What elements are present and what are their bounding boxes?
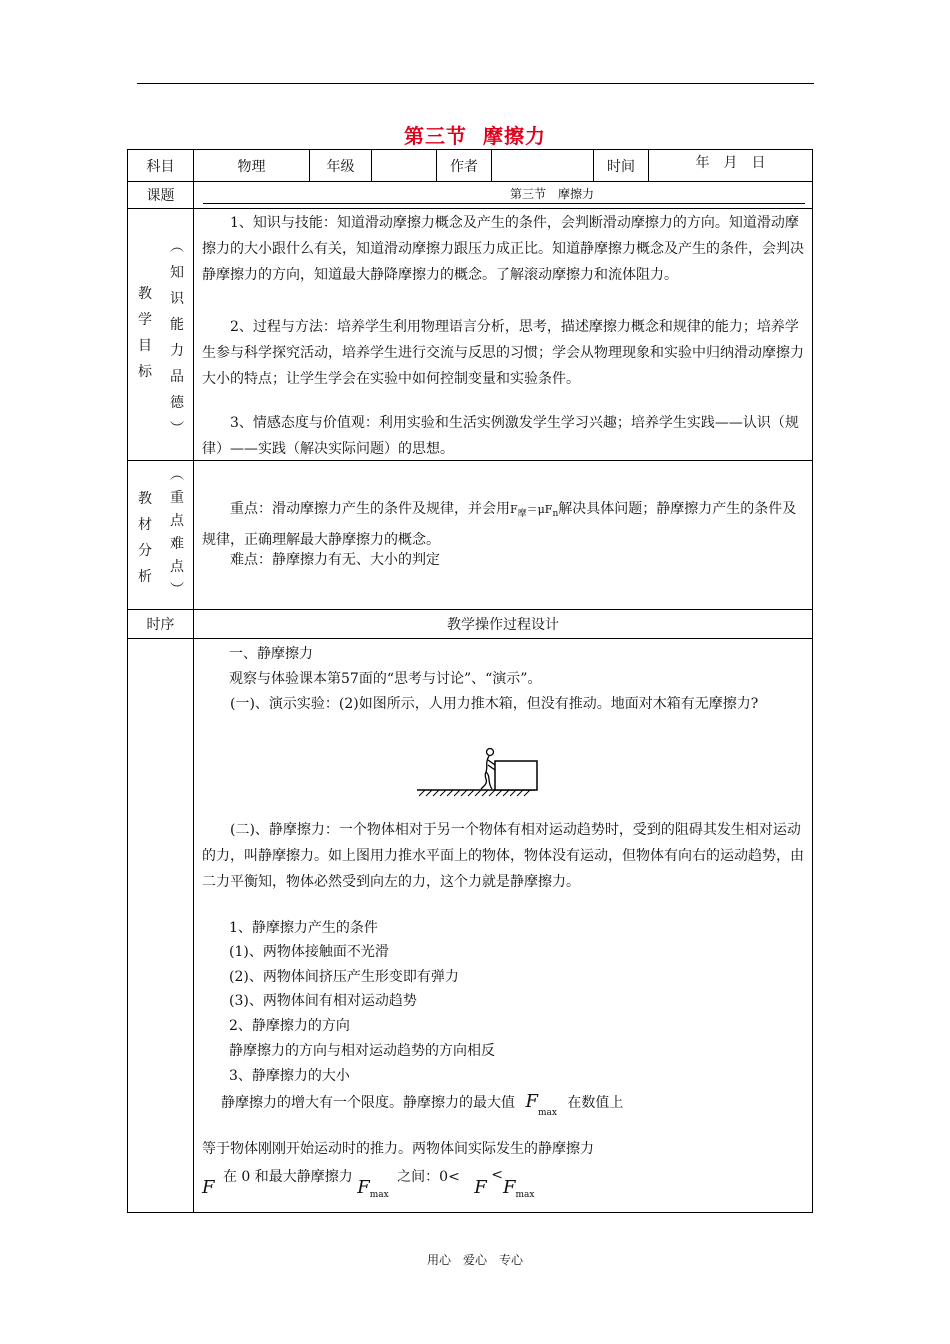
- objective-attitude: 3、情感态度与价值观：利用实验和生活实例激发学生学习兴趣；培养学生实践——认识（规律）——实践（解决实际问题）的思想。: [202, 415, 799, 457]
- direction-heading: 2、静摩擦力的方向: [229, 1018, 350, 1034]
- topic-underline: [203, 203, 805, 204]
- objectives-sublabel: ︵ 知 识 能 力 品 德 ︶: [170, 239, 184, 437]
- title-section: 第三节: [404, 124, 468, 148]
- row-divider: [128, 181, 812, 182]
- header-rule: [137, 83, 814, 84]
- f-symbol: F: [202, 1177, 215, 1198]
- objectives-label: 教 学 目 标: [138, 286, 152, 380]
- f-max-symbol: F: [502, 1177, 516, 1198]
- analysis-label: 教 材 分 析: [138, 491, 152, 585]
- magnitude-heading: 3、静摩擦力的大小: [229, 1068, 350, 1084]
- page-title: [0, 120, 950, 149]
- f-max-symbol: F: [525, 1091, 538, 1112]
- topic-value: 第三节 摩擦力: [510, 186, 595, 201]
- subject-value: 物理: [237, 158, 266, 175]
- difficulty-points: 难点：静摩擦力有无、大小的判定: [230, 552, 440, 568]
- grade-value[interactable]: [372, 150, 436, 181]
- condition-3: (3)、两物体间有相对运动趋势: [229, 993, 417, 1009]
- analysis-sublabel: ︵ 重 点 难 点 ︶: [170, 467, 184, 598]
- grade-label: 年级: [326, 158, 355, 175]
- observation-note: 观察与体验课本第57面的“思考与讨论”、“演示”。: [229, 671, 542, 687]
- time-value: 年 月 日: [695, 154, 766, 171]
- topic-label: 课题: [146, 187, 175, 204]
- row-divider: [128, 638, 812, 639]
- static-friction-definition: (二)、静摩擦力：一个物体相对于另一个物体有相对运动趋势时，受到的阻碍其发生相对运动的力，叫静摩擦力。如上图用力推水平面上的物体，物体没有运动，但物体有向右的运动趋势，由二力平衡知，物体必然受到向左的力，这个力就是静摩擦力。: [202, 822, 804, 890]
- condition-2: (2)、两物体间挤压产生形变即有弹力: [229, 969, 459, 985]
- title-topic: 摩擦力: [482, 124, 546, 148]
- f-symbol: F: [474, 1177, 487, 1198]
- author-value[interactable]: [492, 150, 593, 181]
- time-label: 时间: [607, 158, 635, 175]
- process-design-label: 教学操作过程设计: [447, 616, 559, 633]
- sequence-label: 时序: [146, 616, 175, 633]
- demo-experiment: (一)、演示实验：(2)如图所示，人用力推木箱，但没有推动。地面对木箱有无摩擦力?: [230, 696, 759, 712]
- wooden-box: [495, 761, 537, 790]
- condition-heading: 1、静摩擦力产生的条件: [229, 920, 378, 936]
- subject-label: 科目: [146, 158, 175, 175]
- lesson-plan-table: [127, 149, 813, 1213]
- f-max-symbol: F: [357, 1177, 370, 1198]
- objective-process: 2、过程与方法：培养学生利用物理语言分析，思考，描述摩擦力概念和规律的能力；培养学生参与科学探究活动，培养学生进行交流与反思的习惯；学会从物理现象和实验中归纳滑动摩擦力大小的特点；让学生学会在实验中如何控制变量和实验条件。: [202, 319, 804, 387]
- direction-rule: 静摩擦力的方向与相对运动趋势的方向相反: [229, 1043, 495, 1059]
- ground-hatching: [419, 790, 530, 796]
- objective-knowledge: 1、知识与技能：知道滑动摩擦力概念及产生的条件，会判断滑动摩擦力的方向。知道滑动摩擦力的大小跟什么有关，知道滑动摩擦力跟压力成正比。知道静摩擦力概念及产生的条件，会判决静摩擦力的方向，知道最大静降摩擦力的概念。了解滚动摩擦力和流体阻力。: [202, 215, 804, 283]
- col-divider: [193, 150, 194, 1212]
- section-static-friction: 一、静摩擦力: [229, 646, 313, 662]
- magnitude-limit: 静摩擦力的增大有一个限度。静摩擦力的最大值 $F_{max}$ 在数值上: [221, 1091, 624, 1118]
- push-box-figure: [413, 743, 538, 799]
- key-points: 重点：滑动摩擦力产生的条件及规律，并会用$F_摩=\mu F_n$解决具体问题；静摩擦力产生的条件及规律，正确理解最大静摩擦力的概念。: [202, 501, 797, 548]
- condition-1: (1)、两物体接触面不光滑: [229, 944, 389, 960]
- row-divider: [128, 208, 812, 209]
- page-footer: 用心 爱心 专心: [426, 1253, 523, 1267]
- author-label: 作者: [450, 158, 478, 175]
- magnitude-range: F 在 0 和最大静摩擦力 $F_{max}$ 之间：$0< F <F_{max}$: [202, 1167, 535, 1200]
- magnitude-note: 等于物体刚刚开始运动时的推力。两物体间实际发生的静摩擦力: [202, 1141, 594, 1157]
- person-pushing: [481, 749, 495, 790]
